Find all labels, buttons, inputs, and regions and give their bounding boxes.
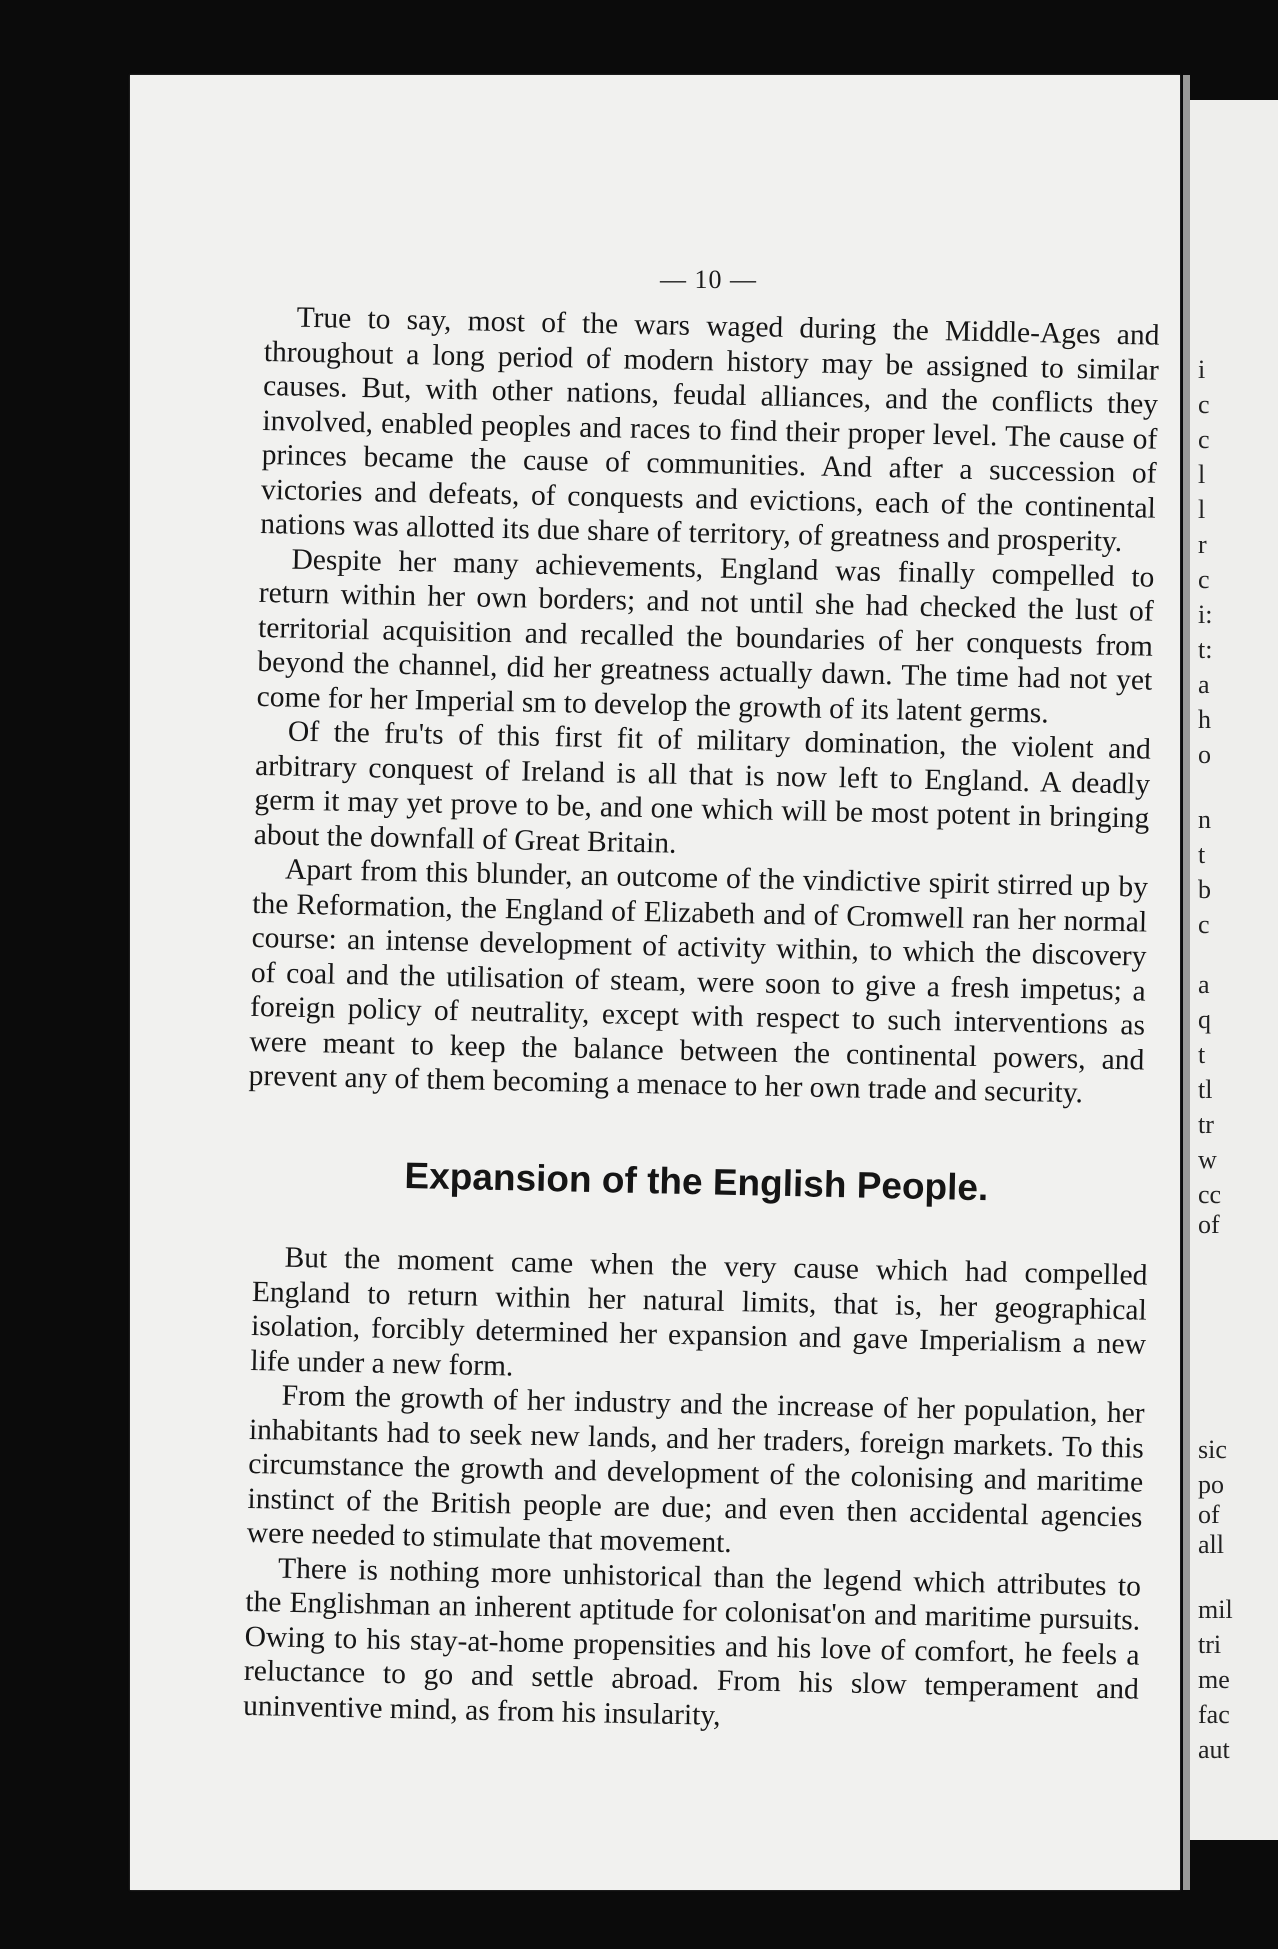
page-number: — 10 — <box>660 265 757 294</box>
paragraph: Of the fru'ts of this first fit of military domination, the violent and arbitrary conquest of Ireland is all that is now left to England. A deadly germ it may yet prove to be, and one which will be most potent in bringing about the downfall of Great Britain. <box>253 715 1152 860</box>
paragraph: From the growth of her industry and the increase of her population, her inhabitants had to seek new lands, and her traders, foreign markets. To this circumstance the growth and development of the colonising and maritime instinct of the British people are due; and even then accidental agencies were needed to stimulate that movement. <box>246 1379 1145 1560</box>
margin-fragment: sic <box>1198 1435 1227 1464</box>
margin-fragment: t <box>1198 1040 1206 1069</box>
margin-fragment: aut <box>1198 1735 1230 1764</box>
margin-fragment: q <box>1198 1005 1211 1034</box>
margin-fragment: c <box>1198 425 1210 454</box>
margin-fragment: of <box>1198 1500 1220 1529</box>
book-gutter <box>1183 75 1190 1890</box>
adjacent-page-edge <box>1190 100 1278 1840</box>
margin-fragment: cc <box>1198 1180 1222 1209</box>
margin-fragment: w <box>1198 1145 1217 1174</box>
paragraph: But the moment came when the very cause which had compelled England to return within her natural limits, that is, her geographical isolation, forcibly determined her expansion and gave Imperialism a new life under a new form. <box>250 1241 1148 1382</box>
margin-fragment: a <box>1198 670 1210 699</box>
margin-fragment: t: <box>1198 635 1213 664</box>
margin-fragment: me <box>1198 1665 1230 1694</box>
body-text-bottom <box>243 1240 1148 1742</box>
margin-fragment: r <box>1198 530 1207 559</box>
margin-fragment: all <box>1198 1530 1224 1559</box>
margin-fragment: l <box>1198 495 1206 524</box>
margin-fragment: n <box>1198 805 1211 834</box>
margin-fragment: tr <box>1198 1110 1214 1139</box>
margin-fragment: a <box>1198 970 1210 999</box>
paragraph: True to say, most of the wars waged during the Middle-Ages and throughout a long period of modern history may be assigned to similar causes. But, with other nations, feudal alliances, and the conflicts they involved, enabled peoples and races to find their proper level. The cause of princes became the cause of communities. And after a succession of victories and defeats, of conquests and evictions, each of the continental nations was allotted its due share of territory, of greatness and prosperity. <box>259 301 1160 559</box>
margin-fragment: b <box>1198 875 1211 904</box>
margin-fragment: o <box>1198 740 1211 769</box>
margin-fragment: c <box>1198 565 1210 594</box>
margin-fragment: tl <box>1198 1075 1213 1104</box>
margin-fragment: mil <box>1198 1595 1233 1624</box>
margin-fragment: fac <box>1198 1700 1230 1729</box>
margin-fragment: t <box>1198 840 1206 869</box>
margin-fragment: h <box>1198 705 1211 734</box>
margin-fragment: of <box>1198 1210 1220 1239</box>
margin-fragment: i: <box>1198 600 1213 629</box>
margin-fragment: i <box>1198 355 1206 384</box>
margin-fragment: tri <box>1198 1630 1222 1659</box>
margin-fragment: l <box>1198 460 1206 489</box>
paragraph: Despite her many achievements, England was finally compelled to return within her own borders; and not until she had checked the lust of territorial acquisition and recalled the boundaries of her conquests from beyond the channel, did her greatness actually dawn. The time had not yet come for her Imperial sm to develop the growth of its latent germs. <box>256 543 1155 729</box>
margin-fragment: c <box>1198 390 1210 419</box>
margin-fragment: c <box>1198 910 1210 939</box>
margin-fragment: po <box>1198 1470 1224 1499</box>
paragraph: There is nothing more unhistorical than the legend which attributes to the Englishman an inherent aptitude for colonisat'on and maritime pursuits. Owing to his stay-at-home propensities and his love of comfort, he feels a reluctance to go and settle abroad. From his slow temperament and uninventive mind, as from his insularity, <box>242 1552 1142 1732</box>
body-text-top <box>248 300 1159 1112</box>
section-heading: Expansion of the English People. <box>404 1155 989 1209</box>
paragraph: Apart from this blunder, an outcome of the vindictive spirit stirred up by the Reformation, the England of Elizabeth and of Cromwell ran her normal course: an intense development of activity within, to which the discovery of coal and the utilisation of steam, were soon to give a fresh impetus; a foreign policy of neutrality, except with respect to such interventions as were meant to keep the balance between the continental powers, and prevent any of them becoming a menace to her own trade and security. <box>248 853 1149 1110</box>
